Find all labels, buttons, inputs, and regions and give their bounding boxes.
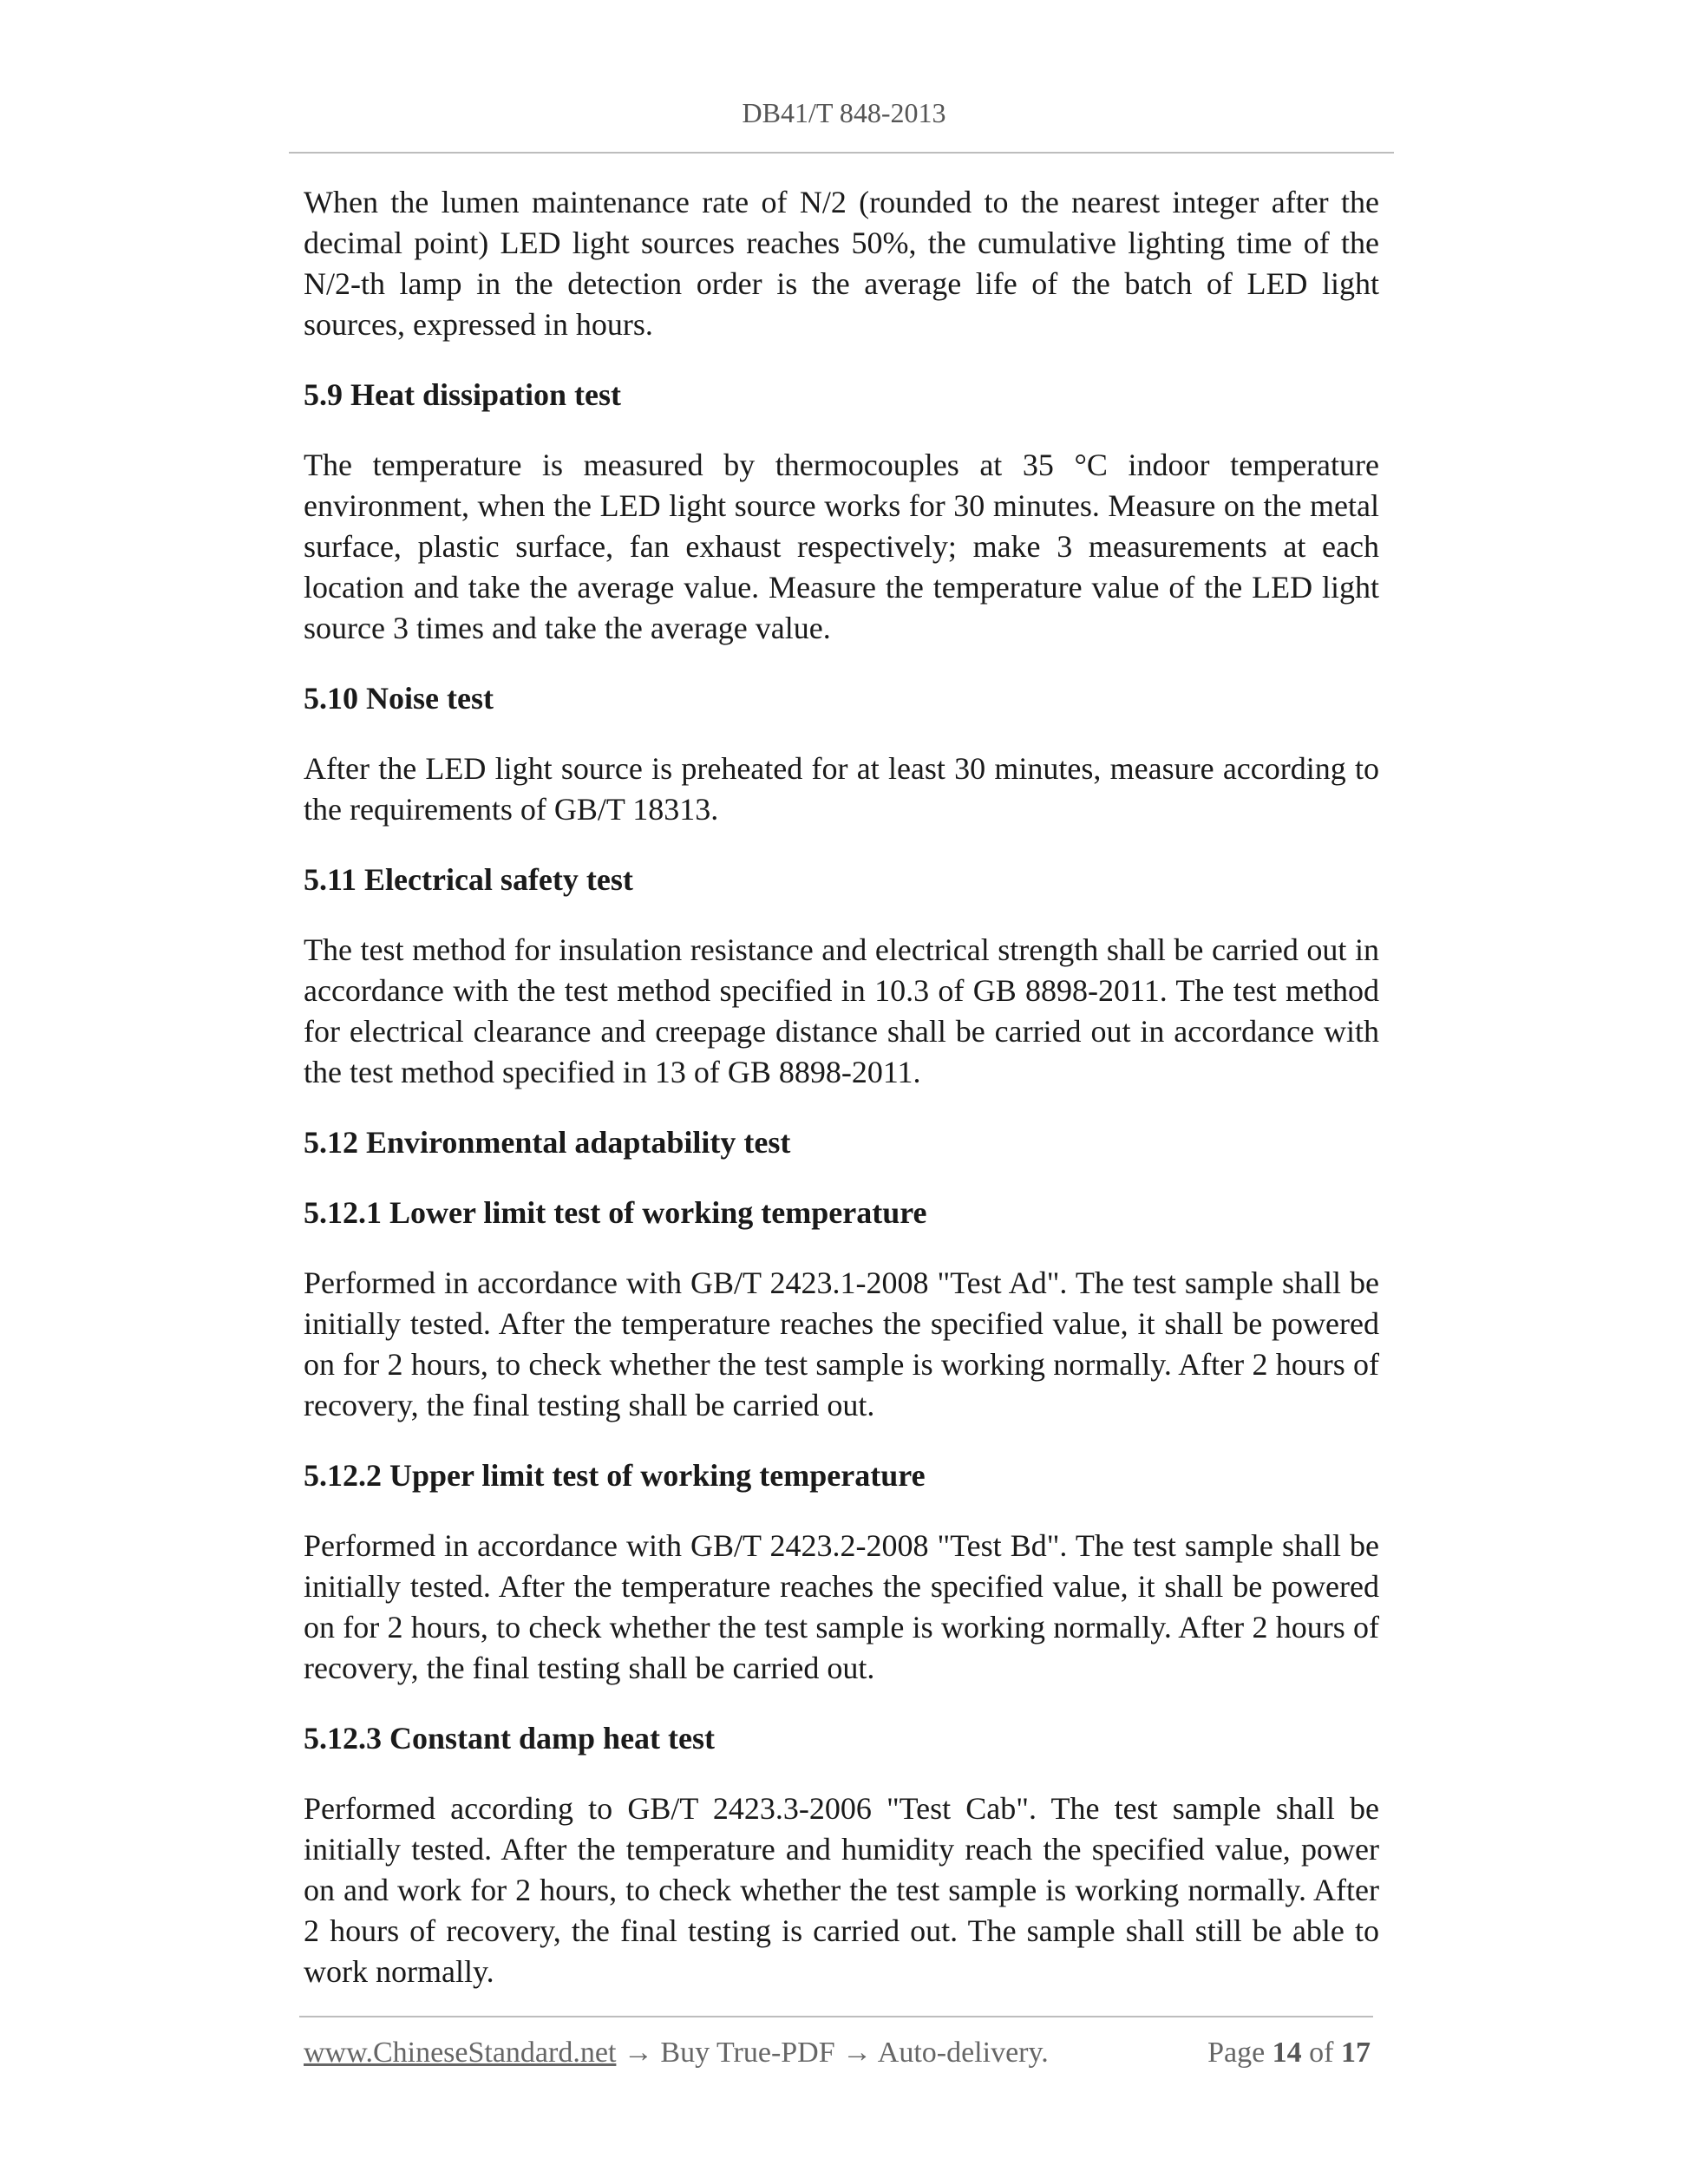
section-heading-5-11: 5.11 Electrical safety test bbox=[304, 862, 633, 897]
current-page-number: 14 bbox=[1272, 2037, 1302, 2069]
total-page-number: 17 bbox=[1341, 2037, 1371, 2069]
section-heading-5-12-1: 5.12.1 Lower limit test of working temperature bbox=[304, 1195, 927, 1230]
paragraph-average-life: When the lumen maintenance rate of N/2 (rounded to the nearest integer after the decimal point) LED light sources reaches 50%, the cumulative lighting time of the N/2-th lamp in the detection order is the average life of the batch of LED light sources, expressed in hours. bbox=[304, 185, 1379, 342]
document-body bbox=[304, 182, 1379, 2022]
section-heading-5-12-2: 5.12.2 Upper limit test of working temperature bbox=[304, 1458, 926, 1493]
page-footer bbox=[304, 2037, 1371, 2076]
footer-links bbox=[304, 2037, 1049, 2070]
footer-divider bbox=[299, 2016, 1373, 2017]
auto-delivery-text: Auto-delivery. bbox=[877, 2037, 1049, 2069]
section-heading-5-10: 5.10 Noise test bbox=[304, 681, 494, 716]
paragraph-lower-limit-test: Performed in accordance with GB/T 2423.1-2008 "Test Ad". The test sample shall be initially tested. After the temperature reaches the specified value, it shall be powered on for 2 hours, to check whether the test sample is working normally. After 2 hours of recovery, the final testing shall be carried out. bbox=[304, 1265, 1379, 1422]
section-heading-5-12-3: 5.12.3 Constant damp heat test bbox=[304, 1721, 716, 1756]
arrow-right-icon: → bbox=[623, 2037, 653, 2069]
section-heading-5-12: 5.12 Environmental adaptability test bbox=[304, 1125, 791, 1160]
paragraph-upper-limit-test: Performed in accordance with GB/T 2423.2-2008 "Test Bd". The test sample shall be initially tested. After the temperature reaches the specified value, it shall be powered on for 2 hours, to check whether the test sample is working normally. After 2 hours of recovery, the final testing shall be carried out. bbox=[304, 1528, 1379, 1685]
website-link[interactable]: www.ChineseStandard.net bbox=[304, 2037, 617, 2069]
section-heading-5-9: 5.9 Heat dissipation test bbox=[304, 377, 622, 412]
paragraph-noise-test: After the LED light source is preheated for at least 30 minutes, measure according to the requirements of GB/T 18313. bbox=[304, 751, 1379, 827]
paragraph-electrical-safety: The test method for insulation resistance and electrical strength shall be carried out in accordance with the test method specified in 10.3 of GB 8898-2011. The test method for electrical clearance and creepage distance shall be carried out in accordance with the test method specified in 13 of GB 8898-2011. bbox=[304, 932, 1379, 1089]
buy-pdf-text: Buy True-PDF bbox=[660, 2037, 835, 2069]
page-number bbox=[1207, 2037, 1371, 2070]
arrow-right-icon: → bbox=[842, 2037, 873, 2069]
paragraph-heat-dissipation: The temperature is measured by thermocouples at 35 °C indoor temperature environment, when the LED light source works for 30 minutes. Measure on the metal surface, plastic surface, fan exhaust respectively; make 3 measurements at each location and take the average value. Measure the temperature value of the LED light source 3 times and take the average value. bbox=[304, 448, 1379, 645]
page-label: Page bbox=[1207, 2037, 1266, 2069]
of-label: of bbox=[1309, 2037, 1334, 2069]
page-header-title: DB41/T 848-2013 bbox=[742, 97, 946, 128]
header-divider bbox=[289, 152, 1394, 154]
paragraph-damp-heat-test: Performed according to GB/T 2423.3-2006 "Test Cab". The test sample shall be initially tested. After the temperature and humidity reach the specified value, power on and work for 2 hours, to check whether the test sample is working normally. After 2 hours of recovery, the final testing is carried out. The sample shall still be able to work normally. bbox=[304, 1791, 1379, 1989]
